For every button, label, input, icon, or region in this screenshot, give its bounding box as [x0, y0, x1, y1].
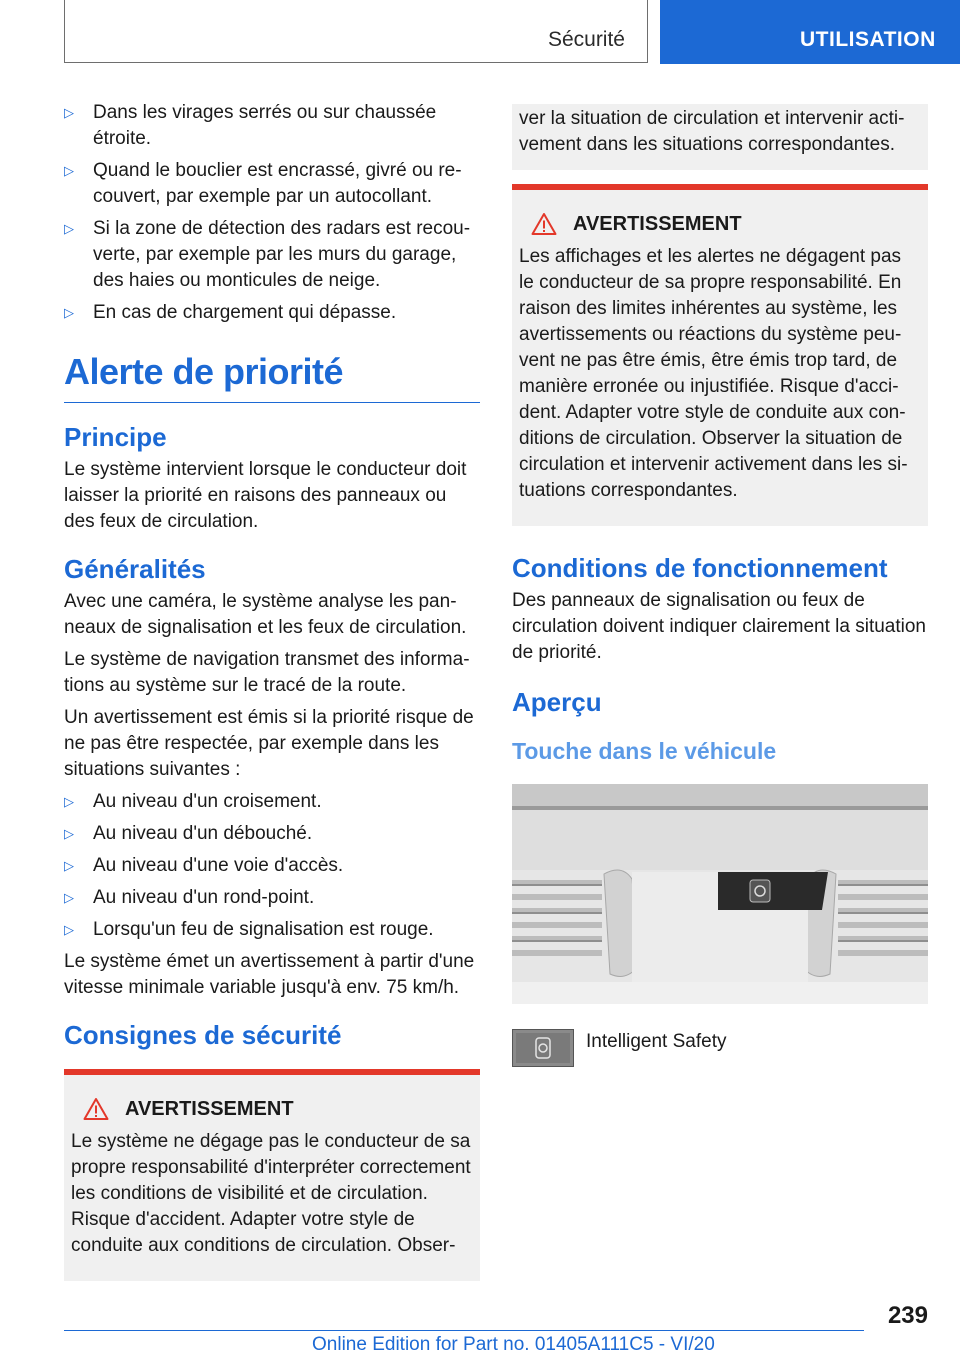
paragraph: Des panneaux de signalisation ou feux de circulation doivent indiquer clairement la situation de priorité. [512, 590, 927, 663]
right-column [512, 104, 928, 1067]
page-header [0, 0, 960, 66]
list-item: ▷ Au niveau d'un croisement. [64, 789, 480, 815]
warning-title: AVERTISSEMENT [519, 212, 920, 236]
triangle-bullet-icon: ▷ [64, 105, 74, 120]
warning-text: Le système ne dégage pas le conducteur de sa propre responsabilité d'interpréter correctement les conditions de visibilité et de circulation. Risque d'accident. Adapter votre style de conduite aux conditions de circulation. Obser- [71, 1131, 471, 1256]
list-item: ▷ Si la zone de détection des radars est recouverte, par exemple par les murs du garage, des haies ou monticules de neige. [64, 218, 471, 291]
warning-text: Les affichages et les alertes ne dégagent pas le conducteur de sa propre responsabilité. En raison des limites inhérentes au système, les avertissements ou réactions du système peuvent ne pas être émis, être émis trop tard, de manière erronée ou injustifiée. Risque d'accident. Adapter votre style de conduite aux conditions de circulation. Observer la situation de circulation et intervenir activement dans les situations correspondantes. [519, 246, 908, 501]
vehicle-button-photo [512, 784, 928, 1004]
page-number: 239 [887, 1302, 928, 1329]
list-item: ▷ Quand le bouclier est encrassé, givré ou recouvert, par exemple par un autocollant. [64, 160, 462, 207]
list-item: ▷ Dans les virages serrés ou sur chaussée étroite. [64, 102, 437, 149]
paragraph: Le système de navigation transmet des informations au système sur le tracé de la route. [64, 649, 470, 696]
paragraph: Un avertissement est émis si la priorité risque de ne pas être respectée, par exemple dans les situations suivantes : [64, 707, 474, 780]
section-heading-conditions: Conditions de fonctionnement [512, 553, 888, 583]
header-section-box [64, 0, 648, 63]
button-label: Intelligent Safety [586, 1031, 727, 1052]
header-section-title: Sécurité [547, 28, 625, 51]
section-heading-apercu: Aperçu [512, 687, 602, 717]
intelligent-safety-button-icon [512, 1029, 574, 1067]
triangle-bullet-icon: ▷ [64, 858, 74, 873]
warning-triangle-icon [531, 212, 557, 236]
header-chapter-tab [660, 0, 960, 64]
warning-box [64, 1069, 480, 1281]
triangle-bullet-icon: ▷ [64, 826, 74, 841]
triangle-bullet-icon: ▷ [64, 794, 74, 809]
paragraph: Le système émet un avertissement à partir d'une vitesse minimale variable jusqu'à env. 75 km/h. [64, 951, 475, 998]
list-item: ▷ Au niveau d'un débouché. [64, 821, 480, 847]
warning-box [512, 184, 928, 526]
triangle-bullet-icon: ▷ [64, 922, 74, 937]
chapter-title: Alerte de priorité [64, 350, 480, 403]
list-item: ▷ Lorsqu'un feu de signalisation est rouge. [64, 917, 480, 943]
triangle-bullet-icon: ▷ [64, 305, 74, 320]
warning-text: ver la situation de circulation et intervenir activement dans les situations correspondantes. [519, 108, 905, 155]
warning-box-continued [512, 104, 928, 170]
list-item: ▷ Au niveau d'un rond-point. [64, 885, 480, 911]
subsection-heading-touche: Touche dans le véhicule [512, 738, 777, 764]
triangle-bullet-icon: ▷ [64, 163, 74, 178]
warning-title: AVERTISSEMENT [71, 1097, 472, 1121]
section-heading-generalites: Généralités [64, 554, 206, 584]
bullet-list-limits [64, 100, 480, 326]
list-item: ▷ Au niveau d'une voie d'accès. [64, 853, 480, 879]
warning-triangle-icon [83, 1097, 109, 1121]
triangle-bullet-icon: ▷ [64, 221, 74, 236]
section-heading-consignes: Consignes de sécurité [64, 1020, 342, 1050]
header-chapter-label: UTILISATION [800, 28, 936, 51]
left-column [64, 100, 480, 1281]
paragraph: Avec une caméra, le système analyse les panneaux de signalisation et les feux de circulation. [64, 591, 467, 638]
paragraph: Le système intervient lorsque le conducteur doit laisser la priorité en raisons des panneaux ou des feux de circulation. [64, 459, 467, 532]
bullet-list-situations [64, 789, 480, 943]
button-legend [512, 1029, 928, 1067]
footer-edition: Online Edition for Part no. 01405A111C5 - VI/20 [312, 1334, 715, 1355]
list-item: ▷ En cas de chargement qui dépasse. [64, 300, 480, 326]
section-heading-principe: Principe [64, 422, 167, 452]
footer-divider [64, 1330, 864, 1331]
triangle-bullet-icon: ▷ [64, 890, 74, 905]
